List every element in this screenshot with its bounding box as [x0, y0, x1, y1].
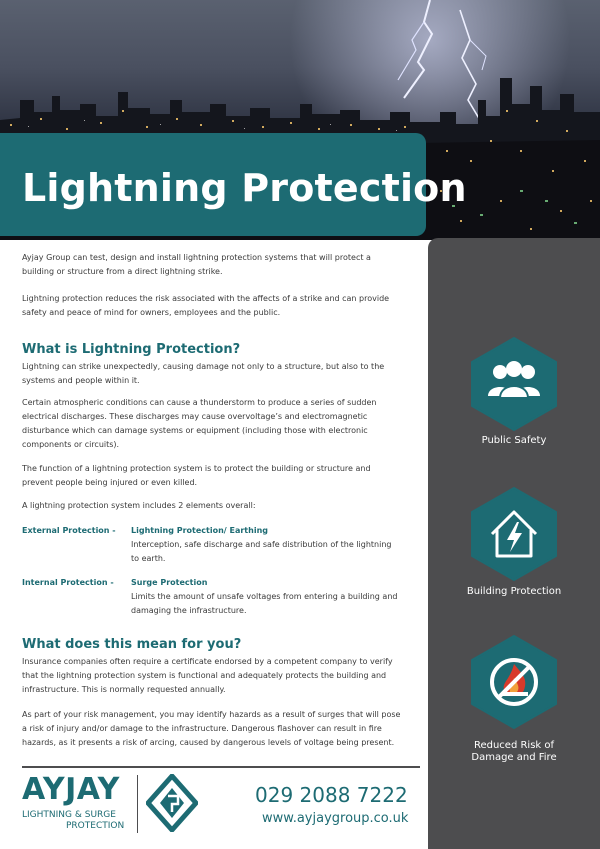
- feature-public-safety: Public Safety: [481, 435, 547, 446]
- feature-reduced-risk-line1: Reduced Risk of: [473, 740, 555, 751]
- section1-paragraph-3: The function of a lightning protection system is to protect the building or structure and prevent people being injured or even killed.: [22, 464, 371, 487]
- logo-separator: [137, 775, 138, 833]
- section1-paragraph-1: Lightning can strike unexpectedly, causing damage not only to a structure, but also to the systems and people within it.: [22, 362, 385, 385]
- internal-protection-title: Surge Protection: [131, 578, 208, 587]
- phone-number[interactable]: 029 2088 7222: [255, 783, 408, 807]
- external-protection-description: Interception, safe discharge and safe distribution of the lightning to earth.: [131, 540, 392, 563]
- brand-tagline-line2: PROTECTION: [66, 821, 125, 831]
- section2-paragraph-1: Insurance companies often require a certificate endorsed by a competent company to verify that the lightning protection system is functional and adequately protects the building and infrastructure. This is normally requested annually.: [22, 657, 393, 694]
- internal-protection-label: Internal Protection -: [22, 578, 114, 587]
- external-protection-label: External Protection -: [22, 526, 116, 535]
- brand-logo-text: AYJAY: [22, 772, 120, 807]
- section1-paragraph-4: A lightning protection system includes 2 elements overall:: [22, 501, 256, 510]
- section2-paragraph-2: As part of your risk management, you may identify hazards as a result of surges that will pose a risk of injury and/or damage to the infrastructure. Dangerous flashover can result in fire hazards, as it presents a risk of arcing, caused by dangerous levels of voltage being present.: [22, 710, 401, 747]
- brand-tagline-line1: LIGHTNING & SURGE: [22, 810, 116, 820]
- section1-paragraph-2: Certain atmospheric conditions can cause a thunderstorm to produce a series of sudden electrical discharges. These discharges may cause overvoltage’s and electromagnetic disturbance which can damage systems or equipment (including those with electronic components or circuits).: [22, 398, 377, 449]
- section-heading-what-means: What does this mean for you?: [22, 637, 242, 652]
- page-title: Lightning Protection: [22, 166, 467, 210]
- section-heading-what-is: What is Lightning Protection?: [22, 342, 241, 357]
- website-link[interactable]: www.ayjaygroup.co.uk: [262, 811, 409, 826]
- footer-divider: [22, 766, 420, 768]
- external-protection-title: Lightning Protection/ Earthing: [131, 526, 268, 535]
- intro-paragraph-1: Ayjay Group can test, design and install lightning protection systems that will protect a building or structure from a direct lightning strike.: [22, 253, 371, 276]
- internal-protection-description: Limits the amount of unsafe voltages from entering a building and damaging the infrastructure.: [131, 592, 398, 615]
- feature-reduced-risk-line2: Damage and Fire: [471, 752, 557, 763]
- feature-reduced-risk: [428, 740, 600, 764]
- house-lightning-icon: [470, 486, 558, 582]
- intro-paragraph-2: Lightning protection reduces the risk associated with the affects of a strike and can provide safety and peace of mind for owners, employees and the public.: [22, 294, 390, 317]
- feature-building-protection: Building Protection: [466, 586, 562, 597]
- no-fire-icon: [470, 634, 558, 730]
- brand-emblem-icon: [146, 774, 198, 832]
- people-group-icon: [470, 336, 558, 432]
